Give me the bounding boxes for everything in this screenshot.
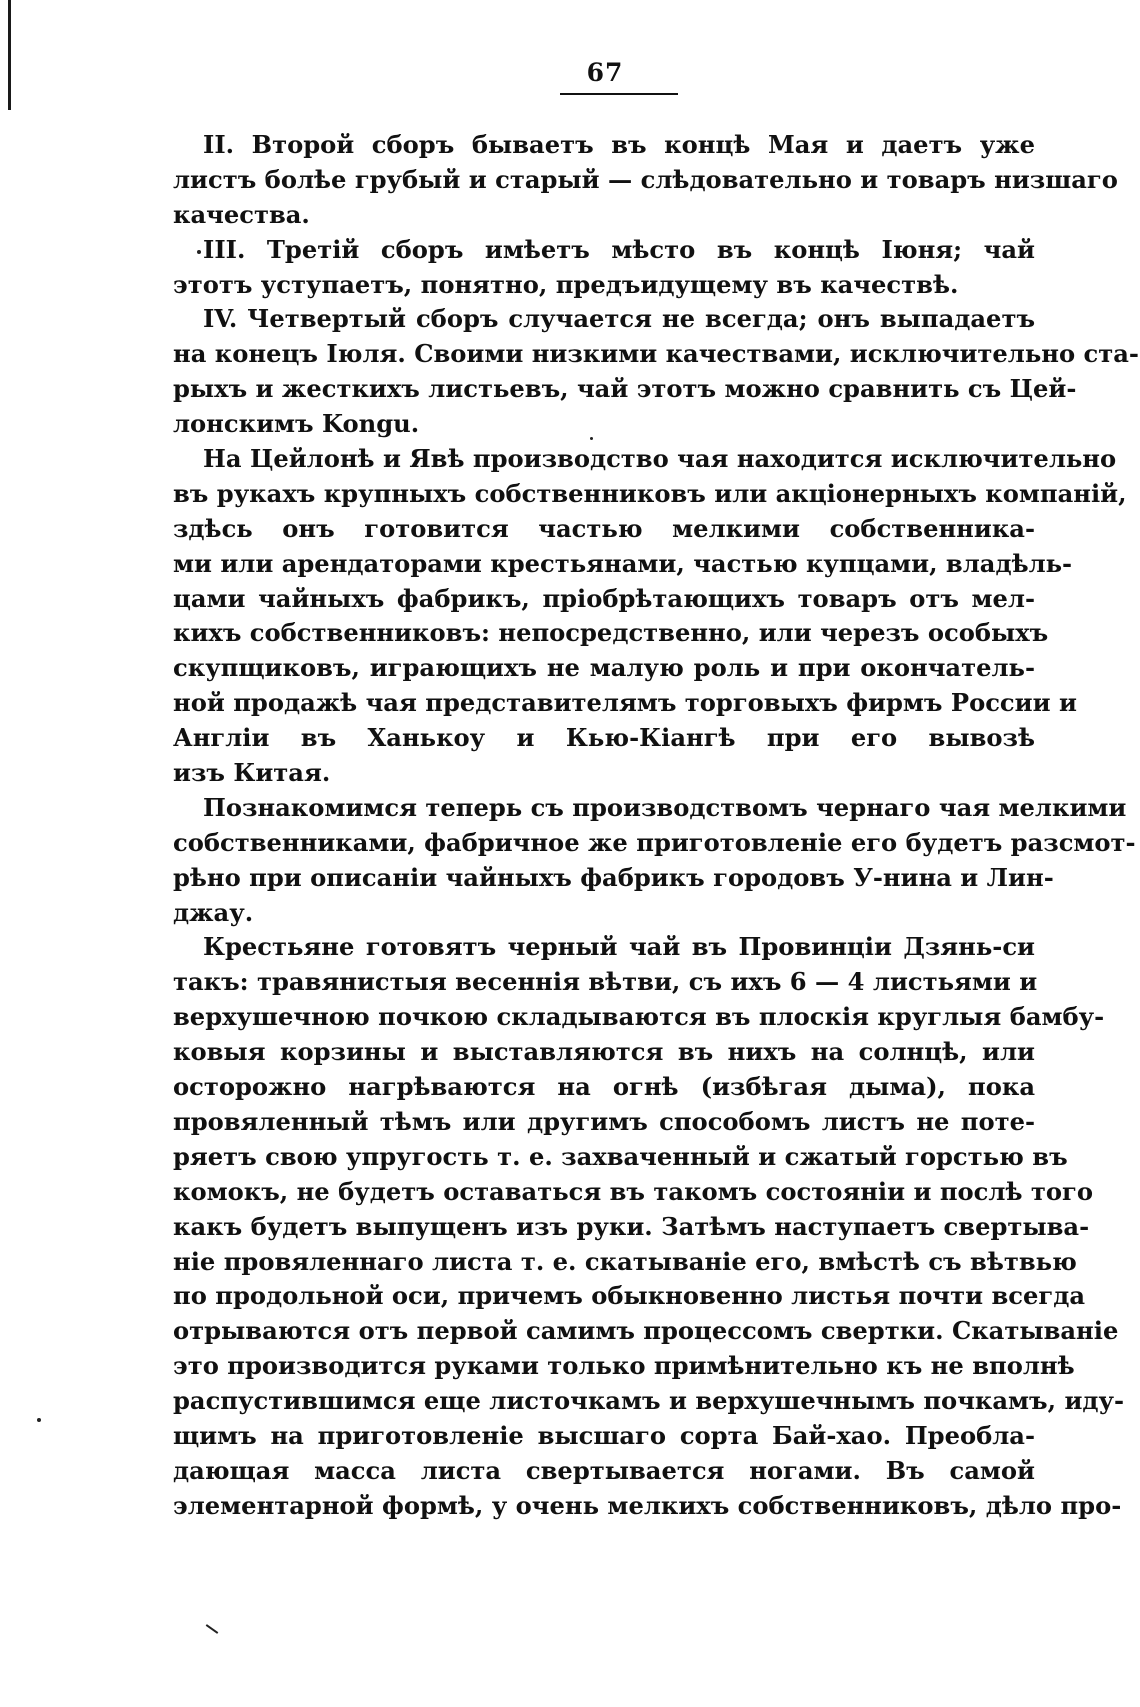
text-line: это производится руками только примѣнительно къ не вполнѣ	[173, 1351, 1075, 1381]
text-line: ніе провяленнаго листа т. е. скатываніе его, вмѣстѣ съ вѣтвью	[173, 1246, 1077, 1276]
text-line: изъ Китая.	[173, 758, 331, 788]
print-speck	[197, 250, 201, 254]
text-line: IV. Четвертый сборъ случается не всегда; онъ выпадаетъ	[203, 304, 1035, 334]
print-mark	[206, 1624, 219, 1634]
text-line: отрываются отъ первой самимъ процессомъ свертки. Скатываніе	[173, 1316, 1119, 1346]
text-line: здѣсь онъ готовится частью мелкими собственника-	[173, 513, 1035, 543]
text-line: джау.	[173, 897, 254, 927]
text-line: такъ: травянистыя весеннія вѣтви, съ ихъ 6 — 4 листьями и	[173, 967, 1038, 997]
text-line: Познакомимся теперь съ производствомъ чернаго чая мелкими	[203, 792, 1127, 822]
text-line: лонскимъ Kongu.	[173, 409, 420, 439]
text-line: по продольной оси, причемъ обыкновенно листья почти всегда	[173, 1281, 1086, 1311]
text-line: Крестьяне готовятъ черный чай въ Провинціи Дзянь-си	[203, 932, 1035, 962]
page-number-underline	[560, 93, 678, 95]
text-line: дающая масса листа свертывается ногами. Въ самой	[173, 1455, 1035, 1485]
text-line: скупщиковъ, играющихъ не малую роль и при окончатель-	[173, 653, 1035, 683]
text-line: на конецъ Іюля. Своими низкими качествами, исключительно ста-	[173, 339, 1139, 369]
text-line: II. Второй сборъ бываетъ въ концѣ Мая и даетъ уже	[203, 130, 1035, 159]
text-line: ной продажѣ чая представителямъ торговыхъ фирмъ России и	[173, 688, 1077, 718]
text-line: въ рукахъ крупныхъ собственниковъ или акціонерныхъ компаній,	[173, 478, 1127, 508]
page-edge-rule	[8, 0, 11, 110]
text-line: собственниками, фабричное же приготовленіе его будетъ разсмот-	[173, 827, 1136, 857]
text-line: III. Третій сборъ имѣетъ мѣсто въ концѣ Іюня; чай	[203, 234, 1035, 264]
text-line: верхушечною почкою складываются въ плоскія круглыя бамбу-	[173, 1002, 1105, 1032]
body-text	[173, 128, 1139, 1524]
text-line: этотъ уступаетъ, понятно, предъидущему въ качествѣ.	[173, 269, 959, 299]
text-line: кихъ собственниковъ: непосредственно, или черезъ особыхъ	[173, 618, 1049, 648]
text-line: распустившимся еще листочкамъ и верхушечнымъ почкамъ, иду-	[173, 1386, 1125, 1416]
text-line: ряетъ свою упругость т. е. захваченный и сжатый горстью въ	[173, 1141, 1068, 1171]
text-line: качества.	[173, 199, 310, 229]
page-number: 67	[586, 58, 624, 87]
text-line: ми или арендаторами крестьянами, частью купцами, владѣль-	[173, 548, 1073, 578]
text-line: осторожно нагрѣваются на огнѣ (избѣгая дыма), пока	[173, 1072, 1035, 1102]
text-line: провяленный тѣмъ или другимъ способомъ листъ не поте-	[173, 1106, 1035, 1136]
text-line: рѣно при описаніи чайныхъ фабрикъ городовъ У-нина и Лин-	[173, 862, 1054, 892]
text-line: На Цейлонѣ и Явѣ производство чая находится исключительно	[203, 444, 1117, 474]
text-line: листъ болѣе грубый и старый — слѣдовательно и товаръ низшаго	[173, 164, 1118, 194]
text-line: щимъ на приготовленіе высшаго сорта Бай-хао. Преобла-	[173, 1420, 1035, 1450]
text-line: рыхъ и жесткихъ листьевъ, чай этотъ можно сравнить съ Цей-	[173, 374, 1077, 404]
print-speck	[590, 437, 593, 440]
text-line: цами чайныхъ фабрикъ, пріобрѣтающихъ товаръ отъ мел-	[173, 583, 1035, 613]
text-line: Англіи въ Ханькоу и Кью-Кіангѣ при его вывозѣ	[173, 723, 1035, 753]
print-speck	[37, 1418, 41, 1422]
text-line: комокъ, не будетъ оставаться въ такомъ состояніи и послѣ того	[173, 1176, 1093, 1206]
text-line: какъ будетъ выпущенъ изъ руки. Затѣмъ наступаетъ свертыва-	[173, 1211, 1090, 1241]
text-line: элементарной формѣ, у очень мелкихъ собственниковъ, дѣло про-	[173, 1490, 1122, 1520]
text-line: ковыя корзины и выставляются въ нихъ на солнцѣ, или	[173, 1037, 1035, 1067]
